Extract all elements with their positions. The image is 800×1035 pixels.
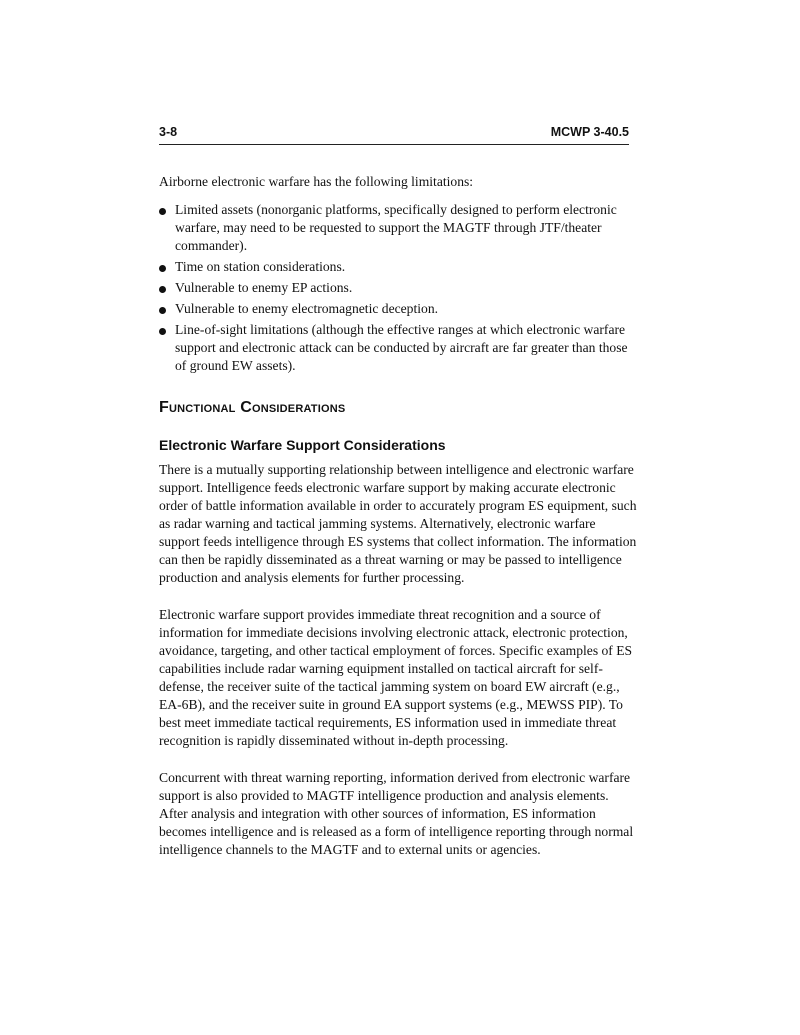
body-paragraph: Electronic warfare support provides immediate threat recognition and a source of information for immediate decisions involving electronic attack, electronic protection, avoidance, targeting, and other tactical employment of forces. Specific examples of ES capabilities include radar warning equipment installed on tactical aircraft for self-defense, the receiver suite of the tactical jamming system on board EW aircraft (e.g., EA-6B), and the receiver suite in ground EA support systems (e.g., MEWSS PIP). To best meet immediate tactical requirements, ES information used in immediate threat recognition is rapidly disseminated without in-depth processing.: [159, 607, 633, 748]
subsection-heading: Electronic Warfare Support Considerations: [159, 437, 446, 453]
bullet-icon: [159, 286, 166, 293]
list-item: [159, 279, 637, 297]
bullet-icon: [159, 265, 166, 272]
body-paragraph: Concurrent with threat warning reporting, information derived from electronic warfare support is also provided to MAGTF intelligence production and analysis elements. After analysis and integration with other sources of information, ES information becomes intelligence and is released as a form of intelligence reporting through normal intelligence channels to the MAGTF and to external units or agencies.: [159, 770, 634, 857]
bullet-icon: [159, 208, 166, 215]
list-item: [159, 201, 637, 255]
limitations-list: [159, 201, 637, 375]
list-item-text: Vulnerable to enemy electromagnetic deception.: [175, 301, 439, 316]
intro-paragraph: Airborne electronic warfare has the following limitations:: [159, 174, 474, 189]
body-paragraph: There is a mutually supporting relationship between intelligence and electronic warfare support. Intelligence feeds electronic warfare support by making accurate electronic order of battle information available in order to accurately program ES equipment, such as radar warning and tactical jamming systems. Alternatively, electronic warfare support feeds intelligence through ES systems that collect information. The information can then be rapidly disseminated as a threat warning or may be passed to intelligence production and analysis elements for further processing.: [159, 462, 637, 585]
page-body: [159, 173, 637, 878]
list-item: [159, 258, 637, 276]
page-header: [159, 124, 629, 145]
list-item-text: Time on station considerations.: [175, 259, 346, 274]
list-item-text: Vulnerable to enemy EP actions.: [175, 280, 353, 295]
section-heading: Functional Considerations: [159, 399, 346, 416]
list-item: [159, 321, 637, 375]
list-item: [159, 300, 637, 318]
list-item-text: Line-of-sight limitations (although the effective ranges at which electronic warfare support and electronic attack can be conducted by aircraft are far greater than those of ground EW assets).: [175, 322, 628, 373]
page-number: 3-8: [159, 125, 178, 139]
bullet-icon: [159, 307, 166, 314]
document-id: MCWP 3-40.5: [550, 125, 629, 139]
list-item-text: Limited assets (nonorganic platforms, specifically designed to perform electronic warfare, may need to be requested to support the MAGTF through JTF/theater commander).: [175, 202, 617, 253]
bullet-icon: [159, 328, 166, 335]
